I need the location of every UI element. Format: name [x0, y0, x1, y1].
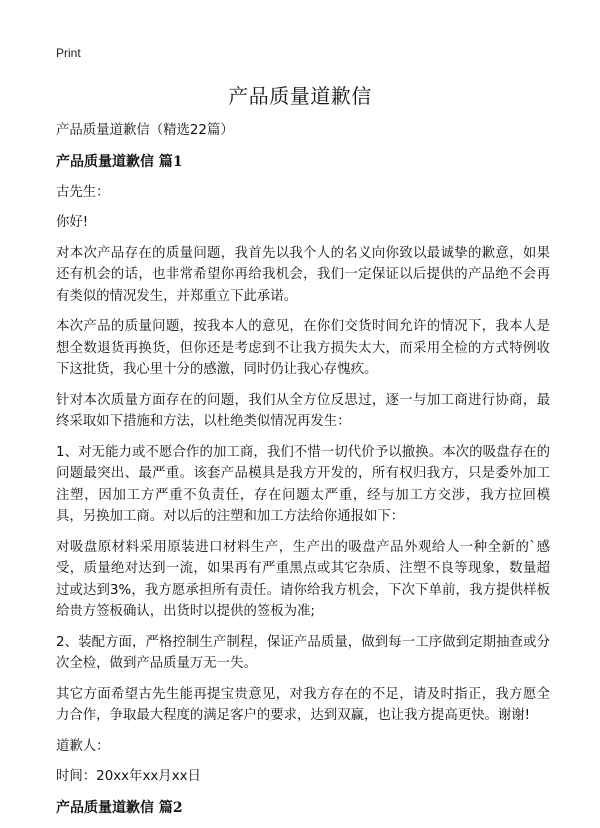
print-link[interactable]: Print [56, 46, 81, 60]
salutation: 古先生： [56, 184, 110, 200]
document-subtitle: 产品质量道歉信（精选22篇） [56, 123, 234, 138]
signature-line: 道歉人： [56, 738, 110, 754]
document-body [56, 120, 550, 828]
paragraph-apology: 对本次产品存在的质量问题，我首先以我个人的名义向你致以最诚挚的歉意，如果还有机会的话，也非常希望你再给我机会，我们一定保证以后提供的产品绝不会再有类似的情况发生，并郑重立下此承诺。 [56, 245, 550, 304]
paragraph-measure-1: 1、对无能力或不愿合作的加工商，我们不惜一切代价予以撤换。本次的吸盘存在的问题最突出、最严重。该套产品模具是我方开发的，所有权归我方，只是委外加工注塑，因加工方严重不负责任，存在问题太严重，经与加工方交涉，我方拉回模具，另换加工商。对以后的注塑和加工方法给你通报如下： [56, 444, 550, 524]
document-title: 产品质量道歉信 [228, 84, 372, 108]
date-line: 时间：20xx年xx月xx日 [56, 769, 201, 784]
section-heading-2: 产品质量道歉信 篇2 [56, 799, 183, 816]
paragraph-material: 对吸盘原材料采用原装进口材料生产，生产出的吸盘产品外观给人一种全新的`感受，质量绝对达到一流，如果再有严重黑点或其它杂质、注塑不良等现象，数量超过或达到3%，我方愿承担所有责任。请你给我方机会，下次下单前，我方提供样板给贵方签板确认，出货时以提供的签板为准; [56, 539, 550, 619]
section-heading-1: 产品质量道歉信 篇1 [56, 153, 183, 170]
paragraph-measures-intro: 针对本次质量方面存在的问题，我们从全方位反思过，逐一与加工商进行协商，最终采取如下措施和方法，以杜绝类似情况再发生： [56, 392, 550, 429]
paragraph-closing: 其它方面希望古先生能再提宝贵意见，对我方存在的不足，请及时指正，我方愿全力合作，争取最大程度的满足客户的要求，达到双赢，也让我方提高更快。谢谢! [56, 686, 550, 723]
paragraph-measure-2: 2、装配方面，严格控制生产制程，保证产品质量，做到每一工序做到定期抽查或分次全检，做到产品质量万无一失。 [56, 634, 550, 671]
greeting: 你好! [56, 215, 89, 230]
paragraph-return-policy: 本次产品的质量问题，按我本人的意见，在你们交货时间允许的情况下，我本人是想全数退货再换货，但你还是考虑到不让我方损失太大，而采用全检的方式特例收下这批货，我心里十分的感激，同时仍让我心存愧疚。 [56, 319, 550, 377]
